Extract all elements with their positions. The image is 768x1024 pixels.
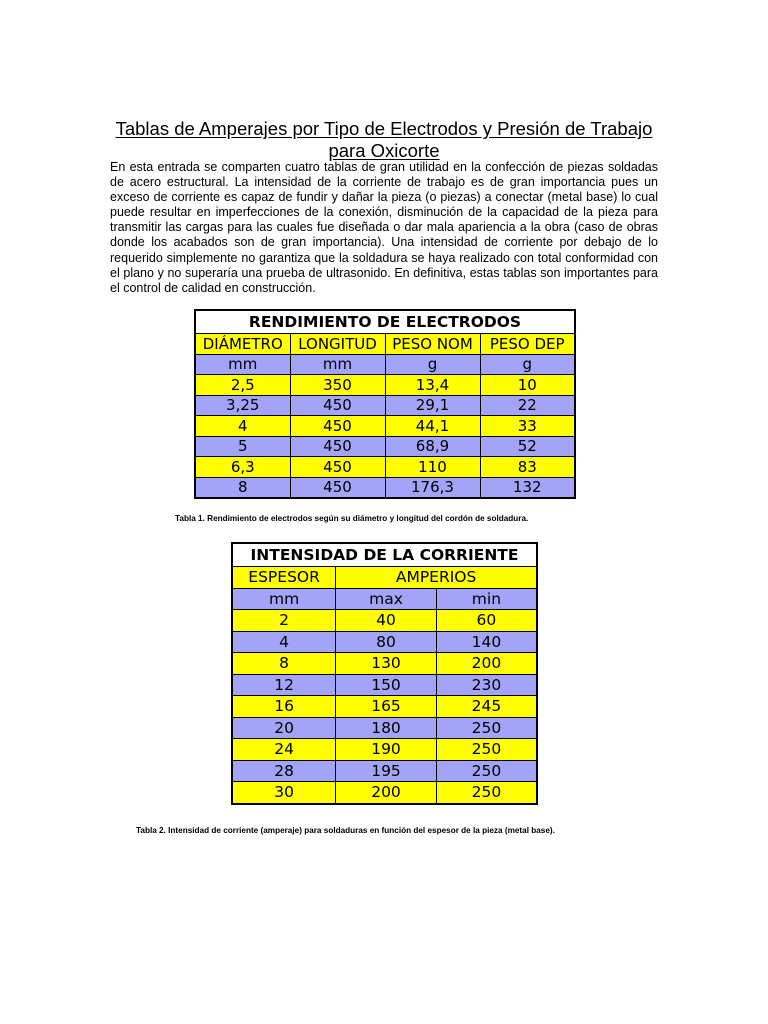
table-cell: 200 bbox=[436, 653, 537, 675]
table-cell: 250 bbox=[436, 760, 537, 782]
table-cell: 4 bbox=[232, 631, 336, 653]
table-cell: 110 bbox=[385, 457, 480, 478]
table-cell: 230 bbox=[436, 674, 537, 696]
table-cell: 450 bbox=[290, 395, 385, 416]
column-header: ESPESOR bbox=[232, 567, 336, 589]
table-cell: 245 bbox=[436, 696, 537, 718]
table-cell: 5 bbox=[195, 436, 290, 457]
table-cell: 80 bbox=[336, 631, 437, 653]
table-cell: 165 bbox=[336, 696, 437, 718]
table-cell: 2,5 bbox=[195, 375, 290, 396]
unit-cell: mm bbox=[290, 354, 385, 375]
table-cell: 4 bbox=[195, 416, 290, 437]
table-cell: 350 bbox=[290, 375, 385, 396]
table-row bbox=[195, 416, 575, 437]
table-row bbox=[195, 457, 575, 478]
table-row bbox=[232, 760, 537, 782]
table-cell: 450 bbox=[290, 436, 385, 457]
table-cell: 68,9 bbox=[385, 436, 480, 457]
table-units-row bbox=[232, 588, 537, 610]
table-cell: 8 bbox=[232, 653, 336, 675]
table-cell: 20 bbox=[232, 717, 336, 739]
unit-cell: mm bbox=[195, 354, 290, 375]
table-cell: 16 bbox=[232, 696, 336, 718]
table-row bbox=[232, 739, 537, 761]
table-row bbox=[232, 610, 537, 632]
table-cell: 180 bbox=[336, 717, 437, 739]
table-cell: 195 bbox=[336, 760, 437, 782]
table-cell: 52 bbox=[480, 436, 575, 457]
table-cell: 3,25 bbox=[195, 395, 290, 416]
table-row bbox=[232, 631, 537, 653]
table-title: INTENSIDAD DE LA CORRIENTE bbox=[232, 543, 537, 567]
table-cell: 40 bbox=[336, 610, 437, 632]
table-cell: 8 bbox=[195, 477, 290, 498]
unit-cell: g bbox=[480, 354, 575, 375]
table-header-row bbox=[232, 567, 537, 589]
table-row bbox=[232, 674, 537, 696]
column-header: PESO NOM bbox=[385, 334, 480, 355]
table-caption: Tabla 1. Rendimiento de electrodos según su diámetro y longitud del cordón de soldadura. bbox=[175, 514, 529, 523]
table-caption: Tabla 2. Intensidad de corriente (amperaje) para soldaduras en función del espesor de la pieza (metal base). bbox=[136, 826, 555, 835]
table-cell: 130 bbox=[336, 653, 437, 675]
unit-cell: min bbox=[436, 588, 537, 610]
intro-paragraph: En esta entrada se comparten cuatro tablas de gran utilidad en la confección de piezas soldadas de acero estructural. La intensidad de la corriente de trabajo es de gran importancia pues un exceso de corriente es capaz de fundir y dañar la pieza (o piezas) a conectar (metal base) lo cual puede resultar en imperfecciones de la conexión, disminución de la capacidad de la pieza para transmitir las cargas para las cuales fue diseñada o dar mala apariencia a la obra (caso de obras donde los acabados son de gran importancia). Una intensidad de corriente por debajo de lo requerido simplemente no garantiza que la soldadura se haya realizado con total conformidad con el plano y no superaría una prueba de ultrasonido. En definitiva, estas tablas son importantes para el control de calidad en construcción. bbox=[110, 160, 658, 295]
table-cell: 132 bbox=[480, 477, 575, 498]
unit-cell: mm bbox=[232, 588, 336, 610]
table-cell: 190 bbox=[336, 739, 437, 761]
table-cell: 83 bbox=[480, 457, 575, 478]
table-cell: 33 bbox=[480, 416, 575, 437]
table-row bbox=[195, 436, 575, 457]
table-cell: 22 bbox=[480, 395, 575, 416]
table-cell: 140 bbox=[436, 631, 537, 653]
table-cell: 200 bbox=[336, 782, 437, 804]
table-row bbox=[232, 653, 537, 675]
table-units-row bbox=[195, 354, 575, 375]
table-cell: 29,1 bbox=[385, 395, 480, 416]
table-cell: 6,3 bbox=[195, 457, 290, 478]
column-header: AMPERIOS bbox=[336, 567, 537, 589]
table-cell: 450 bbox=[290, 416, 385, 437]
table-row bbox=[232, 717, 537, 739]
table-cell: 150 bbox=[336, 674, 437, 696]
table-cell: 30 bbox=[232, 782, 336, 804]
unit-cell: max bbox=[336, 588, 437, 610]
table-cell: 250 bbox=[436, 717, 537, 739]
column-header: PESO DEP bbox=[480, 334, 575, 355]
table-header-row bbox=[195, 334, 575, 355]
table-cell: 176,3 bbox=[385, 477, 480, 498]
table-row bbox=[232, 696, 537, 718]
unit-cell: g bbox=[385, 354, 480, 375]
electrode-yield-table bbox=[194, 309, 576, 499]
table-cell: 12 bbox=[232, 674, 336, 696]
table-cell: 10 bbox=[480, 375, 575, 396]
table-row bbox=[232, 782, 537, 804]
table-row bbox=[195, 477, 575, 498]
table-row bbox=[195, 375, 575, 396]
table-cell: 13,4 bbox=[385, 375, 480, 396]
current-intensity-table bbox=[231, 542, 538, 805]
table-cell: 24 bbox=[232, 739, 336, 761]
table-cell: 250 bbox=[436, 782, 537, 804]
table-cell: 44,1 bbox=[385, 416, 480, 437]
table-cell: 250 bbox=[436, 739, 537, 761]
column-header: LONGITUD bbox=[290, 334, 385, 355]
column-header: DIÁMETRO bbox=[195, 334, 290, 355]
table-cell: 2 bbox=[232, 610, 336, 632]
table-cell: 450 bbox=[290, 477, 385, 498]
table-row bbox=[195, 395, 575, 416]
table-cell: 28 bbox=[232, 760, 336, 782]
table-title: RENDIMIENTO DE ELECTRODOS bbox=[195, 310, 575, 334]
table-cell: 60 bbox=[436, 610, 537, 632]
page-title: Tablas de Amperajes por Tipo de Electrodos y Presión de Trabajo para Oxicorte bbox=[115, 118, 653, 161]
table-cell: 450 bbox=[290, 457, 385, 478]
